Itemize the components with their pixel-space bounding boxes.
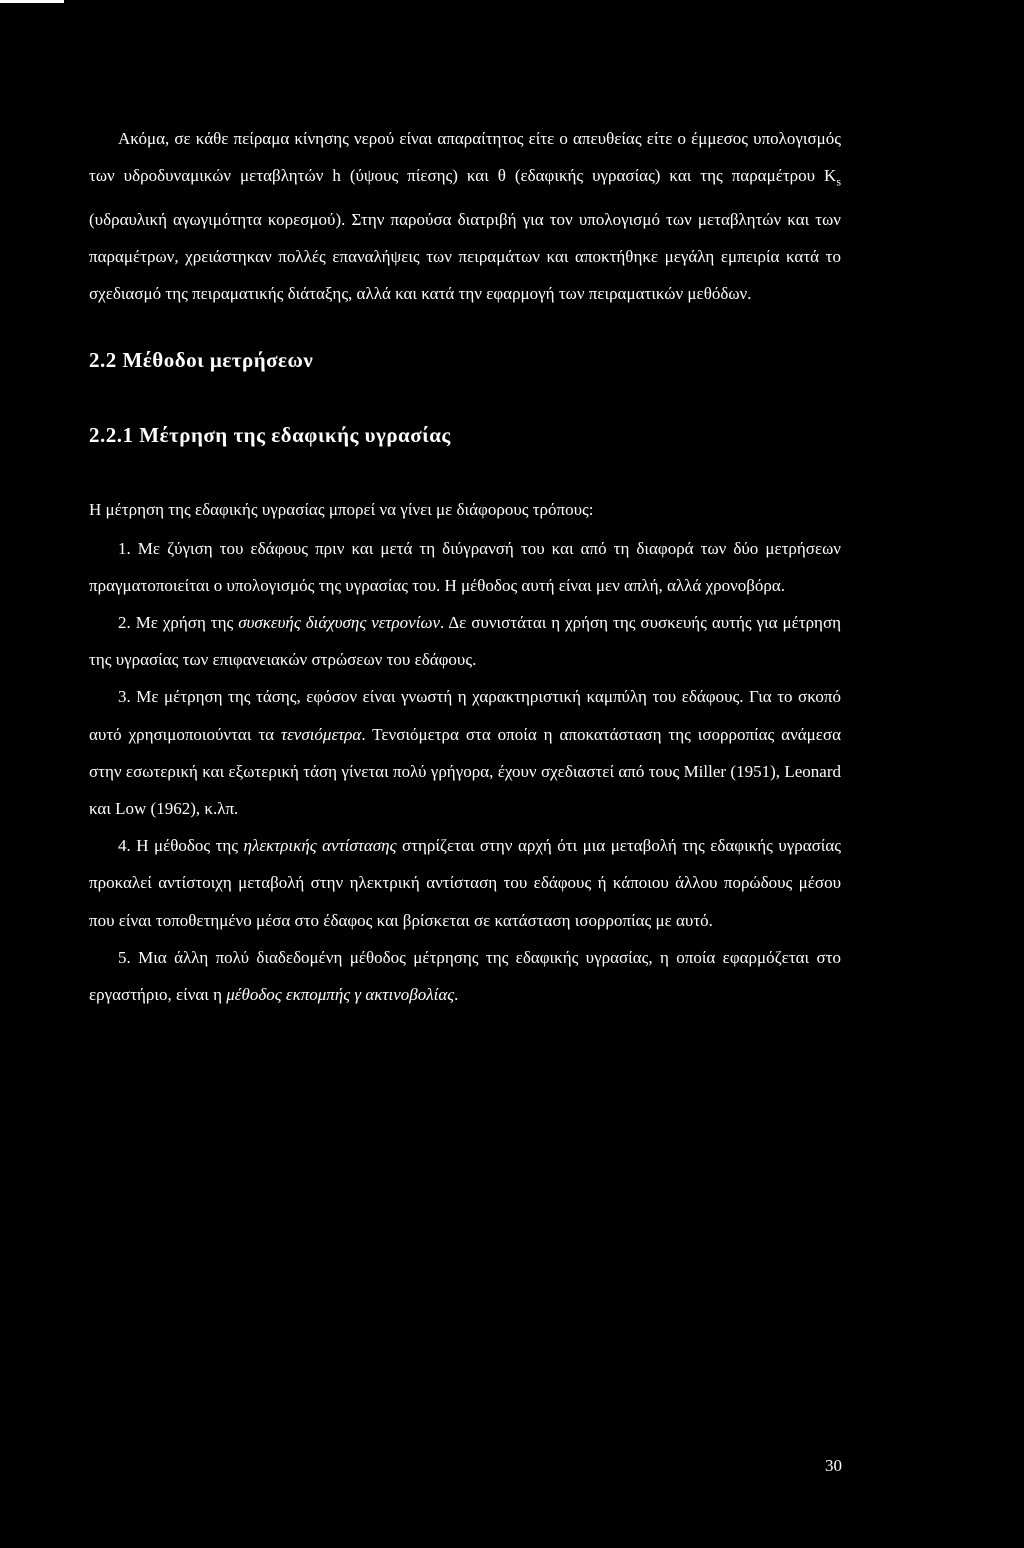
item-1-text: 1. Με ζύγιση του εδάφους πριν και μετά τη διύγρανσή του και από τη διαφορά των δύο μετρήσεων πραγματοποιείται ο υπολογισμός της υγρασίας του. Η μέθοδος αυτή είναι μεν απλή, αλλά χρονοβόρα. [89, 538, 841, 595]
intro-text-part1: Ακόμα, σε κάθε πείραμα κίνησης νερού είναι απαραίτητος είτε ο απευθείας είτε ο έμμεσος υπολογισμός των υδροδυναμικών μεταβλητών h (ύψους πίεσης) και θ (εδαφικής υγρασίας) και της παραμέτρου K [89, 129, 841, 186]
item-5-text-pre: 5. Μια άλλη πολύ διαδεδομένη μέθοδος μέτρησης της εδαφικής υγρασίας, η οποία εφαρμόζεται στο εργαστήριο, είναι η [89, 947, 841, 1005]
item-3-text-pre: 3. Με μέτρηση της τάσης, εφόσον είναι γνωστή η χαρακτηριστική καμπύλη του εδάφους. Για το σκοπό αυτό χρησιμοποιούνται τα [89, 687, 841, 744]
item-4-text-post: στηρίζεται στην αρχή ότι μια μεταβολή της εδαφικής υγρασίας προκαλεί αντίστοιχη μεταβολή στην ηλεκτρική αντίσταση του εδάφους ή κάποιου άλλου πορώδους μέσου που είναι τοποθετημένο μέσα στο έδαφος και βρίσκεται σε κατάσταση ισορροπίας με αυτό. [89, 836, 842, 930]
subsection-title: 2.2.1 Μέτρηση της εδαφικής υγρασίας [89, 423, 451, 448]
method-item-3 [89, 678, 841, 827]
item-4-text-pre: 4. Η μέθοδος της [118, 836, 244, 856]
method-item-1 [89, 530, 841, 604]
scan-edge-mark [0, 0, 64, 3]
item-2-emphasis: συσκευής διάχυσης νετρονίων [238, 613, 440, 633]
intro-text-part2: (υδραυλική αγωγιμότητα κορεσμού). Στην παρούσα διατριβή για τον υπολογισμό των μεταβλητών και των παραμέτρων, χρειάστηκαν πολλές επαναλήψεις των πειραμάτων και αποκτήθηκε μεγάλη εμπειρία κατά το σχεδιασμό της πειραματικής διάταξης, αλλά και κατά την εφαρμογή των πειραματικών μεθόδων. [89, 209, 841, 304]
method-item-4 [89, 827, 841, 939]
lead-text: Η μέτρηση της εδαφικής υγρασίας μπορεί να γίνει με διάφορους τρόπους: [89, 500, 594, 520]
intro-paragraph [89, 120, 841, 312]
item-5-emphasis: μέθοδος εκπομπής γ ακτινοβολίας [226, 985, 455, 1005]
item-4-emphasis: ηλεκτρικής αντίστασης [243, 836, 397, 856]
section-title: 2.2 Μέθοδοι μετρήσεων [89, 348, 314, 373]
method-item-2 [89, 604, 841, 678]
item-2-text-post: . Δε συνιστάται η χρήση της συσκευής αυτής για μέτρηση της υγρασίας των επιφανειακών στρώσεων του εδάφους. [89, 613, 841, 670]
item-2-text-pre: 2. Με χρήση της [118, 613, 239, 633]
item-3-text-post: . Τενσιόμετρα στα οποία η αποκατάσταση της ισορροπίας ανάμεσα στην εσωτερική και εξωτερική τάση γίνεται πολύ γρήγορα, έχουν σχεδιαστεί από τους Miller (1951), Leonard και Low (1962), κ.λπ. [89, 724, 841, 819]
method-item-5 [89, 939, 841, 1013]
item-5-text-post: . [454, 985, 459, 1005]
ks-subscript: s [836, 174, 841, 189]
page-number: 30 [825, 1456, 842, 1475]
document-page [89, 120, 841, 1013]
item-3-emphasis: τενσιόμετρα [280, 724, 362, 744]
